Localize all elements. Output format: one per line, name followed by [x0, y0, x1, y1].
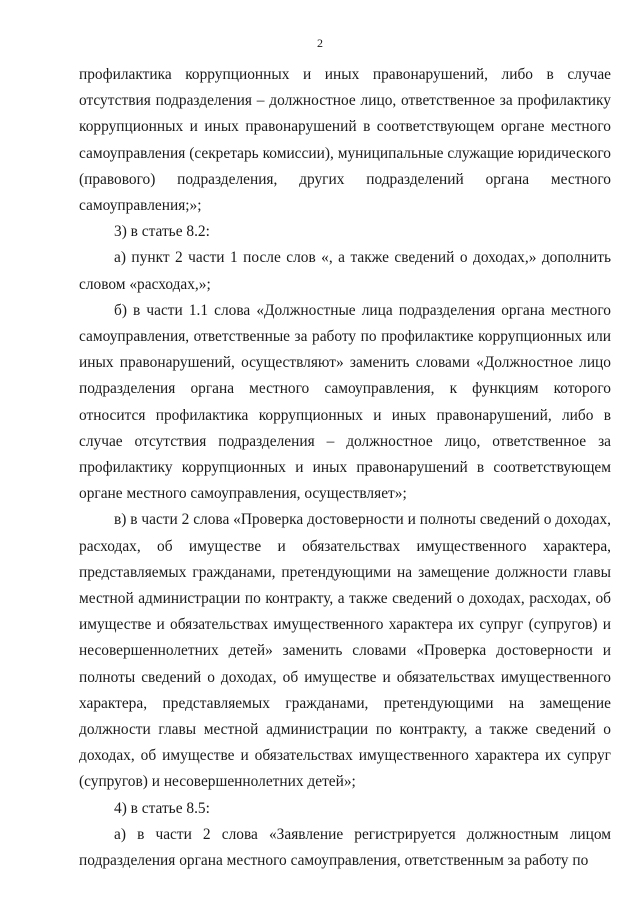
paragraph-item-3v: в) в части 2 слова «Проверка достоверности и полноты сведений о доходах, расходах, об имуществе и обязательствах имущественного характера, представляемых гражданами, претендующими на замещение должности главы местной администрации по контракту, а также сведений о доходах, расходах, об имуществе и обязательствах имущественного характера их супруг (супругов) и несовершеннолетних детей» заменить словами «Проверка достоверности и полноты сведений о доходах, об имуществе и обязательствах имущественного характера, представляемых гражданами, претендующими на замещение должности главы местной администрации по контракту, а также сведений о доходах, об имуществе и обязательствах имущественного характера их супруг (супругов) и несовершеннолетних детей»;	[79, 511, 611, 791]
paragraph-item-4: 4) в статье 8.5:	[114, 799, 210, 817]
page-number: 2	[317, 36, 323, 50]
paragraph-continuation: профилактика коррупционных и иных правонарушений, либо в случае отсутствия подразделения – должностное лицо, ответственное за профилактику коррупционных и иных правонарушений в соответствующем органе местного самоуправления (секретарь комиссии), муниципальные служащие юридического (правового) подразделения, других подразделений органа местного самоуправления;»;	[79, 66, 611, 215]
document-body	[79, 62, 611, 874]
paragraph-item-3b: б) в части 1.1 слова «Должностные лица подразделения органа местного самоуправления, ответственные за работу по профилактике коррупционных или иных правонарушений, осуществляют» заменить словами «Должностное лицо подразделения органа местного самоуправления, к функциям которого относится профилактика коррупционных и иных правонарушений, либо в случае отсутствия подразделения – должностное лицо, ответственное за профилактику коррупционных и иных правонарушений в соответствующем органе местного самоуправления, осуществляет»;	[79, 301, 611, 503]
paragraph-item-3a: а) пункт 2 части 1 после слов «, а также сведений о доходах,» дополнить словом «расходах,»;	[79, 249, 611, 293]
paragraph-item-4a: а) в части 2 слова «Заявление регистрируется должностным лицом подразделения органа местного самоуправления, ответственным за работу по	[79, 825, 611, 870]
paragraph-item-3: 3) в статье 8.2:	[114, 223, 210, 241]
